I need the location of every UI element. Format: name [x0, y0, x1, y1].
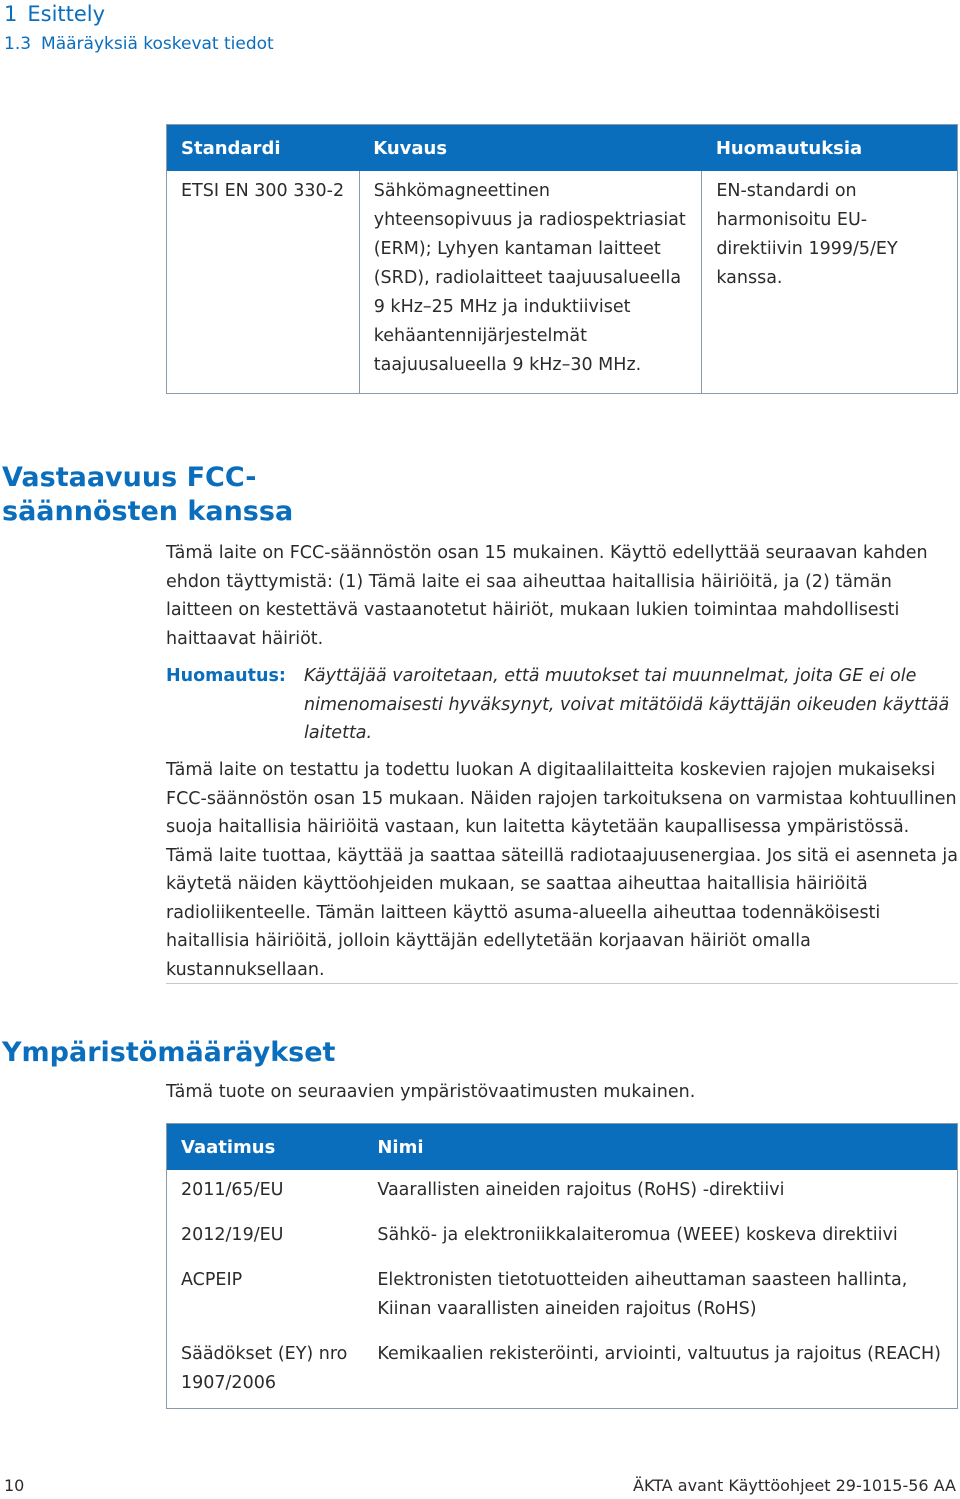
- standards-table-header: [167, 125, 958, 172]
- table-row: [167, 1215, 958, 1260]
- column-header-name: Nimi: [363, 1124, 957, 1171]
- column-header-standard: Standardi: [167, 125, 360, 172]
- chapter-heading: [4, 2, 115, 26]
- chapter-number: 1: [4, 2, 18, 26]
- fcc-section-title: Vastaavuus FCC-säännösten kanssa: [2, 462, 294, 527]
- requirement-cell: Säädökset (EY) nro 1907/2006: [181, 1344, 348, 1393]
- environment-section-title: Ympäristömääräykset: [2, 1037, 336, 1068]
- column-header-description: Kuvaus: [359, 125, 702, 172]
- table-row: [167, 1170, 958, 1215]
- name-cell: Elektronisten tietotuotteiden aiheuttaman saasteen hallinta, Kiinan vaarallisten aineiden rajoitus (RoHS): [377, 1270, 908, 1319]
- chapter-title: Esittely: [27, 2, 106, 26]
- name-cell: Sähkö- ja elektroniikkalaiteromua (WEEE) koskeva direktiivi: [377, 1225, 898, 1245]
- notes-cell: EN-standardi on harmonisoitu EU-direktiivin 1999/5/EY kanssa.: [716, 181, 898, 288]
- standards-table: [166, 124, 958, 394]
- name-cell: Kemikaalien rekisteröinti, arviointi, valtuutus ja rajoitus (REACH): [377, 1344, 941, 1364]
- description-cell: Sähkömagneettinen yhteensopivuus ja radiospektriasiat (ERM); Lyhyen kantaman laitteet (SRD), radiolaitteet taajuusalueella 9 kHz–25 MHz ja induktiiviset kehäantennijärjestelmät taajuusalueella 9 kHz–30 MHz.: [359, 171, 702, 393]
- section-divider: [166, 983, 958, 984]
- column-header-notes: Huomautuksia: [702, 125, 958, 172]
- note-text: Käyttäjää varoitetaan, että muutokset tai muunnelmat, joita GE ei ole nimenomaisesti hyväksynyt, voivat mitätöidä käyttäjän oikeuden käyttää laitetta.: [304, 666, 950, 743]
- standard-cell: ETSI EN 300 330-2: [167, 171, 360, 393]
- section-number: 1.3: [4, 34, 32, 54]
- fcc-note: [166, 662, 958, 748]
- requirement-cell: 2011/65/EU: [181, 1180, 284, 1200]
- note-label: Huomautus:: [166, 666, 286, 686]
- section-heading: [4, 34, 284, 54]
- fcc-paragraph-2: Tämä laite on testattu ja todettu luokan A digitaalilaitteita koskevien rajojen mukaiseksi FCC-säännöstön osan 15 mukaan. Näiden rajojen tarkoituksena on varmistaa kohtuullinen suoja haitallisia häiriöitä vastaan, kun laitetta käytetään kaupallisessa ympäristössä. Tämä laite tuottaa, käyttää ja saattaa säteillä radiotaajuusenergiaa. Jos sitä ei asenneta ja käytetä näiden käyttöohjeiden mukaan, se saattaa aiheuttaa haitallisia häiriöitä radioliikenteelle. Tämän laitteen käyttö asuma-alueella aiheuttaa todennäköisesti haitallisia häiriöitä, jolloin käyttäjän edellytetään korjaavan häiriöt omalla kustannuksellaan.: [166, 760, 959, 980]
- requirement-cell: 2012/19/EU: [181, 1225, 284, 1245]
- column-header-requirement: Vaatimus: [167, 1124, 364, 1171]
- environment-intro: Tämä tuote on seuraavien ympäristövaatimusten mukainen.: [166, 1082, 696, 1102]
- table-row: [167, 1260, 958, 1334]
- document-title: ÄKTA avant Käyttöohjeet 29-1015-56 AA: [633, 1476, 956, 1495]
- fcc-paragraph-1: Tämä laite on FCC-säännöstön osan 15 mukainen. Käyttö edellyttää seuraavan kahden ehdon täyttymistä: (1) Tämä laite ei saa aiheuttaa haitallisia häiriöitä, ja (2) tämän laitteen on kestettävä vastaanotetut häiriöt, mukaan lukien toimintaa mahdollisesti haittaavat häiriöt.: [166, 543, 928, 649]
- requirement-cell: ACPEIP: [181, 1270, 243, 1290]
- name-cell: Vaarallisten aineiden rajoitus (RoHS) -direktiivi: [377, 1180, 785, 1200]
- page-number: 10: [4, 1476, 25, 1495]
- table-row: [167, 1334, 958, 1409]
- environment-table-header: [167, 1124, 958, 1171]
- table-row: [167, 171, 958, 393]
- environment-table: [166, 1123, 958, 1409]
- section-title: Määräyksiä koskevat tiedot: [41, 34, 274, 54]
